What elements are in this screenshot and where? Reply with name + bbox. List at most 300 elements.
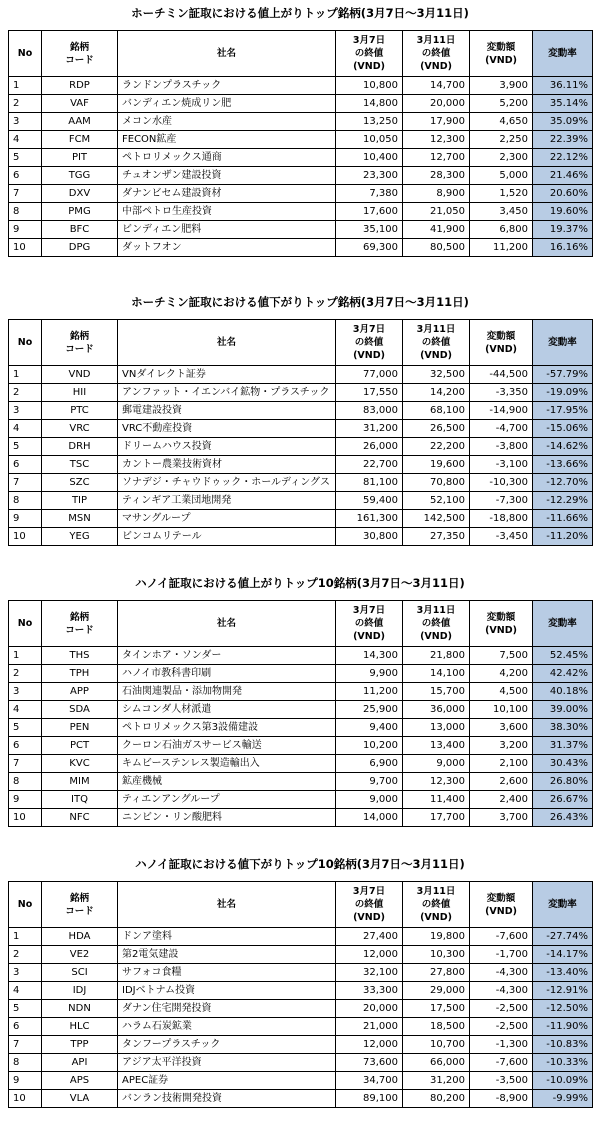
cell-company: ダナン住宅開発投資 [118, 1000, 336, 1018]
cell-company: ハノイ市教科書印刷 [118, 665, 336, 683]
cell-change: 11,200 [470, 239, 533, 257]
cell-rate: 20.60% [533, 185, 593, 203]
cell-code: VAF [42, 95, 118, 113]
table-row [9, 1090, 593, 1108]
cell-change: -3,450 [470, 528, 533, 546]
cell-change: -8,900 [470, 1090, 533, 1108]
cell-code: PTC [42, 402, 118, 420]
cell-close-mar7: 12,000 [336, 946, 403, 964]
cell-change: 1,520 [470, 185, 533, 203]
cell-code: NFC [42, 809, 118, 827]
cell-company: 郵電建設投資 [118, 402, 336, 420]
cell-rate: -17.95% [533, 402, 593, 420]
cell-rate: -57.79% [533, 366, 593, 384]
cell-rate: 19.60% [533, 203, 593, 221]
cell-close-mar7: 161,300 [336, 510, 403, 528]
cell-close-mar11: 28,300 [403, 167, 470, 185]
header-row [9, 882, 593, 928]
section-title: ホーチミン証取における値下がりトップ銘柄(3月7日～3月11日) [131, 295, 469, 309]
cell-close-mar7: 10,050 [336, 131, 403, 149]
cell-no: 8 [9, 492, 42, 510]
table-row [9, 701, 593, 719]
cell-company: ペトロリメックス通商 [118, 149, 336, 167]
cell-no: 6 [9, 456, 42, 474]
cell-no: 6 [9, 737, 42, 755]
cell-code: API [42, 1054, 118, 1072]
cell-change: -44,500 [470, 366, 533, 384]
cell-no: 7 [9, 755, 42, 773]
cell-code: VND [42, 366, 118, 384]
cell-close-mar7: 69,300 [336, 239, 403, 257]
ranking-section [0, 4, 600, 284]
table-row [9, 203, 593, 221]
cell-close-mar7: 34,700 [336, 1072, 403, 1090]
cell-rate: -15.06% [533, 420, 593, 438]
cell-rate: -10.83% [533, 1036, 593, 1054]
cell-code: APS [42, 1072, 118, 1090]
cell-code: IDJ [42, 982, 118, 1000]
cell-close-mar7: 59,400 [336, 492, 403, 510]
cell-code: KVC [42, 755, 118, 773]
section-title: ハノイ証取における値下がりトップ10銘柄(3月7日～3月11日) [135, 857, 465, 871]
header-name: 社名 [118, 601, 336, 647]
cell-change: -14,900 [470, 402, 533, 420]
cell-change: 2,400 [470, 791, 533, 809]
cell-close-mar11: 20,000 [403, 95, 470, 113]
table-row [9, 510, 593, 528]
header-no: No [9, 882, 42, 928]
cell-change: 3,700 [470, 809, 533, 827]
cell-code: MSN [42, 510, 118, 528]
cell-close-mar11: 27,350 [403, 528, 470, 546]
cell-close-mar7: 83,000 [336, 402, 403, 420]
cell-change: 2,300 [470, 149, 533, 167]
cell-close-mar7: 81,100 [336, 474, 403, 492]
cell-company: ランドンプラスチック [118, 77, 336, 95]
cell-no: 9 [9, 510, 42, 528]
ranking-section [0, 855, 600, 1135]
table-row [9, 366, 593, 384]
cell-change: 3,450 [470, 203, 533, 221]
table-row [9, 719, 593, 737]
table-row [9, 528, 593, 546]
cell-rate: -27.74% [533, 928, 593, 946]
cell-company: FECON鉱産 [118, 131, 336, 149]
table-row [9, 474, 593, 492]
cell-close-mar11: 12,300 [403, 131, 470, 149]
cell-code: TGG [42, 167, 118, 185]
cell-no: 7 [9, 1036, 42, 1054]
cell-close-mar11: 13,400 [403, 737, 470, 755]
table-row [9, 683, 593, 701]
cell-close-mar11: 31,200 [403, 1072, 470, 1090]
ranking-section [0, 293, 600, 573]
header-no: No [9, 320, 42, 366]
header-code: 銘柄 コード [42, 31, 118, 77]
cell-company: VNダイレクト証券 [118, 366, 336, 384]
cell-close-mar7: 9,900 [336, 665, 403, 683]
cell-close-mar11: 14,200 [403, 384, 470, 402]
cell-rate: 36.11% [533, 77, 593, 95]
cell-close-mar11: 36,000 [403, 701, 470, 719]
table-row [9, 113, 593, 131]
cell-close-mar7: 89,100 [336, 1090, 403, 1108]
cell-code: DPG [42, 239, 118, 257]
cell-company: マサングループ [118, 510, 336, 528]
cell-company: 中部ペトロ生産投資 [118, 203, 336, 221]
cell-close-mar11: 17,500 [403, 1000, 470, 1018]
cell-code: AAM [42, 113, 118, 131]
cell-close-mar7: 25,900 [336, 701, 403, 719]
cell-close-mar11: 13,000 [403, 719, 470, 737]
cell-rate: -10.33% [533, 1054, 593, 1072]
cell-close-mar7: 30,800 [336, 528, 403, 546]
cell-change: -7,300 [470, 492, 533, 510]
cell-close-mar11: 29,000 [403, 982, 470, 1000]
header-code: 銘柄 コード [42, 320, 118, 366]
cell-rate: -12.29% [533, 492, 593, 510]
cell-code: DRH [42, 438, 118, 456]
cell-company: メコン水産 [118, 113, 336, 131]
cell-no: 2 [9, 665, 42, 683]
cell-close-mar7: 9,400 [336, 719, 403, 737]
table-row [9, 1018, 593, 1036]
cell-close-mar7: 20,000 [336, 1000, 403, 1018]
cell-no: 10 [9, 1090, 42, 1108]
cell-close-mar11: 142,500 [403, 510, 470, 528]
header-change: 変動額 (VND) [470, 31, 533, 77]
table-row [9, 647, 593, 665]
cell-company: ダットフオン [118, 239, 336, 257]
cell-change: -4,300 [470, 982, 533, 1000]
cell-rate: 22.39% [533, 131, 593, 149]
cell-rate: -19.09% [533, 384, 593, 402]
cell-change: -3,350 [470, 384, 533, 402]
cell-no: 4 [9, 131, 42, 149]
cell-code: VLA [42, 1090, 118, 1108]
table-row [9, 456, 593, 474]
cell-close-mar11: 52,100 [403, 492, 470, 510]
cell-code: HII [42, 384, 118, 402]
cell-code: NDN [42, 1000, 118, 1018]
header-row [9, 31, 593, 77]
table-row [9, 1036, 593, 1054]
cell-change: -1,300 [470, 1036, 533, 1054]
table-row [9, 1054, 593, 1072]
cell-rate: 26.67% [533, 791, 593, 809]
cell-close-mar7: 17,550 [336, 384, 403, 402]
header-no: No [9, 601, 42, 647]
cell-code: ITQ [42, 791, 118, 809]
cell-change: 4,500 [470, 683, 533, 701]
cell-close-mar7: 73,600 [336, 1054, 403, 1072]
cell-change: 2,250 [470, 131, 533, 149]
table-row [9, 791, 593, 809]
section-title: ハノイ証取における値上がりトップ10銘柄(3月7日～3月11日) [135, 576, 465, 590]
table-row [9, 95, 593, 113]
cell-company: APEC証券 [118, 1072, 336, 1090]
cell-no: 3 [9, 113, 42, 131]
cell-change: 3,200 [470, 737, 533, 755]
cell-no: 10 [9, 239, 42, 257]
cell-change: -3,500 [470, 1072, 533, 1090]
cell-rate: -13.66% [533, 456, 593, 474]
table-row [9, 185, 593, 203]
cell-code: PEN [42, 719, 118, 737]
cell-company: バンディエン焼成リン肥 [118, 95, 336, 113]
header-change: 変動額 (VND) [470, 601, 533, 647]
cell-close-mar7: 31,200 [336, 420, 403, 438]
cell-no: 1 [9, 928, 42, 946]
cell-rate: 39.00% [533, 701, 593, 719]
cell-close-mar11: 21,050 [403, 203, 470, 221]
cell-no: 9 [9, 1072, 42, 1090]
cell-no: 4 [9, 982, 42, 1000]
cell-close-mar11: 15,700 [403, 683, 470, 701]
cell-close-mar11: 19,600 [403, 456, 470, 474]
cell-company: 第2電気建設 [118, 946, 336, 964]
cell-rate: 26.80% [533, 773, 593, 791]
header-name: 社名 [118, 882, 336, 928]
cell-change: -4,700 [470, 420, 533, 438]
header-change: 変動額 (VND) [470, 882, 533, 928]
cell-code: RDP [42, 77, 118, 95]
cell-change: 4,650 [470, 113, 533, 131]
cell-close-mar7: 6,900 [336, 755, 403, 773]
cell-rate: 26.43% [533, 809, 593, 827]
table-row [9, 384, 593, 402]
cell-rate: 19.37% [533, 221, 593, 239]
cell-rate: 35.14% [533, 95, 593, 113]
cell-close-mar11: 12,300 [403, 773, 470, 791]
cell-code: FCM [42, 131, 118, 149]
cell-code: SDA [42, 701, 118, 719]
cell-no: 10 [9, 528, 42, 546]
table-row [9, 438, 593, 456]
cell-close-mar7: 14,000 [336, 809, 403, 827]
cell-change: 3,900 [470, 77, 533, 95]
cell-code: PMG [42, 203, 118, 221]
cell-close-mar7: 10,800 [336, 77, 403, 95]
cell-company: 鉱産機械 [118, 773, 336, 791]
table-row [9, 239, 593, 257]
cell-company: ビンコムリテール [118, 528, 336, 546]
header-code: 銘柄 コード [42, 601, 118, 647]
cell-company: IDJベトナム投資 [118, 982, 336, 1000]
header-row [9, 601, 593, 647]
cell-no: 8 [9, 773, 42, 791]
cell-change: -2,500 [470, 1000, 533, 1018]
cell-close-mar11: 12,700 [403, 149, 470, 167]
cell-close-mar7: 17,600 [336, 203, 403, 221]
cell-close-mar11: 27,800 [403, 964, 470, 982]
cell-company: カントー農業技術資材 [118, 456, 336, 474]
cell-close-mar7: 9,700 [336, 773, 403, 791]
cell-close-mar11: 32,500 [403, 366, 470, 384]
cell-rate: 42.42% [533, 665, 593, 683]
cell-close-mar11: 80,500 [403, 239, 470, 257]
cell-close-mar11: 19,800 [403, 928, 470, 946]
header-code: 銘柄 コード [42, 882, 118, 928]
cell-close-mar11: 18,500 [403, 1018, 470, 1036]
ranking-table [8, 319, 593, 546]
table-row [9, 928, 593, 946]
cell-change: 2,100 [470, 755, 533, 773]
cell-no: 7 [9, 474, 42, 492]
cell-rate: 31.37% [533, 737, 593, 755]
cell-code: HDA [42, 928, 118, 946]
cell-rate: 16.16% [533, 239, 593, 257]
cell-close-mar11: 68,100 [403, 402, 470, 420]
cell-no: 2 [9, 946, 42, 964]
cell-close-mar7: 23,300 [336, 167, 403, 185]
table-row [9, 665, 593, 683]
cell-no: 4 [9, 420, 42, 438]
cell-rate: 38.30% [533, 719, 593, 737]
cell-rate: 40.18% [533, 683, 593, 701]
cell-code: TSC [42, 456, 118, 474]
cell-close-mar7: 14,300 [336, 647, 403, 665]
cell-no: 7 [9, 185, 42, 203]
cell-rate: -14.62% [533, 438, 593, 456]
cell-company: ソナデジ・チャウドゥック・ホールディングス [118, 474, 336, 492]
table-row [9, 420, 593, 438]
cell-company: タンフープラスチック [118, 1036, 336, 1054]
cell-rate: -13.40% [533, 964, 593, 982]
table-row [9, 402, 593, 420]
cell-rate: -10.09% [533, 1072, 593, 1090]
cell-change: -4,300 [470, 964, 533, 982]
cell-change: -7,600 [470, 928, 533, 946]
table-row [9, 1000, 593, 1018]
cell-code: MIM [42, 773, 118, 791]
cell-code: PCT [42, 737, 118, 755]
cell-company: 石油関連製品・添加物開発 [118, 683, 336, 701]
cell-close-mar11: 9,000 [403, 755, 470, 773]
cell-rate: -12.70% [533, 474, 593, 492]
cell-code: TPH [42, 665, 118, 683]
cell-no: 4 [9, 701, 42, 719]
header-rate: 変動率 [533, 882, 593, 928]
cell-close-mar11: 10,700 [403, 1036, 470, 1054]
header-close-mar11: 3月11日 の終値 (VND) [403, 882, 470, 928]
cell-change: 4,200 [470, 665, 533, 683]
cell-company: ダナンビセム建設資材 [118, 185, 336, 203]
cell-change: 6,800 [470, 221, 533, 239]
cell-close-mar11: 11,400 [403, 791, 470, 809]
cell-code: DXV [42, 185, 118, 203]
cell-close-mar11: 22,200 [403, 438, 470, 456]
header-rate: 変動率 [533, 320, 593, 366]
cell-company: ニンビン・リン酸肥料 [118, 809, 336, 827]
cell-change: -1,700 [470, 946, 533, 964]
cell-close-mar7: 10,200 [336, 737, 403, 755]
cell-no: 6 [9, 167, 42, 185]
ranking-table [8, 881, 593, 1108]
header-rate: 変動率 [533, 601, 593, 647]
cell-company: バンラン技術開発投資 [118, 1090, 336, 1108]
table-row [9, 167, 593, 185]
header-no: No [9, 31, 42, 77]
cell-company: ビンディエン肥料 [118, 221, 336, 239]
cell-close-mar11: 80,200 [403, 1090, 470, 1108]
cell-rate: -12.50% [533, 1000, 593, 1018]
table-row [9, 809, 593, 827]
cell-rate: 35.09% [533, 113, 593, 131]
table-row [9, 755, 593, 773]
cell-company: キムビーステンレス製造輸出入 [118, 755, 336, 773]
cell-close-mar7: 21,000 [336, 1018, 403, 1036]
cell-no: 2 [9, 95, 42, 113]
ranking-table [8, 600, 593, 827]
cell-company: アジア太平洋投資 [118, 1054, 336, 1072]
cell-code: TIP [42, 492, 118, 510]
cell-close-mar7: 26,000 [336, 438, 403, 456]
header-close-mar11: 3月11日 の終値 (VND) [403, 601, 470, 647]
cell-close-mar11: 17,700 [403, 809, 470, 827]
ranking-section [0, 574, 600, 854]
section-title: ホーチミン証取における値上がりトップ銘柄(3月7日～3月11日) [131, 6, 469, 20]
cell-company: ティエンアングループ [118, 791, 336, 809]
cell-change: 2,600 [470, 773, 533, 791]
cell-no: 10 [9, 809, 42, 827]
cell-close-mar11: 26,500 [403, 420, 470, 438]
table-row [9, 964, 593, 982]
table-row [9, 737, 593, 755]
cell-close-mar7: 33,300 [336, 982, 403, 1000]
header-close-mar11: 3月11日 の終値 (VND) [403, 320, 470, 366]
cell-rate: -14.17% [533, 946, 593, 964]
cell-close-mar11: 8,900 [403, 185, 470, 203]
cell-no: 9 [9, 221, 42, 239]
cell-company: シムコンダ人材派遣 [118, 701, 336, 719]
cell-close-mar7: 9,000 [336, 791, 403, 809]
cell-close-mar7: 12,000 [336, 1036, 403, 1054]
cell-change: -3,800 [470, 438, 533, 456]
cell-no: 6 [9, 1018, 42, 1036]
cell-close-mar11: 17,900 [403, 113, 470, 131]
cell-no: 3 [9, 964, 42, 982]
ranking-table [8, 30, 593, 257]
header-row [9, 320, 593, 366]
cell-code: BFC [42, 221, 118, 239]
table-row [9, 982, 593, 1000]
header-change: 変動額 (VND) [470, 320, 533, 366]
cell-rate: 21.46% [533, 167, 593, 185]
cell-close-mar11: 41,900 [403, 221, 470, 239]
cell-close-mar11: 66,000 [403, 1054, 470, 1072]
cell-rate: 52.45% [533, 647, 593, 665]
cell-change: 3,600 [470, 719, 533, 737]
cell-change: 10,100 [470, 701, 533, 719]
header-close-mar7: 3月7日 の終値 (VND) [336, 601, 403, 647]
cell-code: THS [42, 647, 118, 665]
cell-no: 8 [9, 203, 42, 221]
header-close-mar7: 3月7日 の終値 (VND) [336, 31, 403, 77]
cell-company: ハラム石炭鉱業 [118, 1018, 336, 1036]
table-row [9, 492, 593, 510]
cell-change: -10,300 [470, 474, 533, 492]
cell-close-mar11: 21,800 [403, 647, 470, 665]
cell-code: HLC [42, 1018, 118, 1036]
cell-close-mar7: 7,380 [336, 185, 403, 203]
cell-no: 2 [9, 384, 42, 402]
cell-no: 9 [9, 791, 42, 809]
cell-rate: 22.12% [533, 149, 593, 167]
cell-code: SCI [42, 964, 118, 982]
cell-no: 5 [9, 149, 42, 167]
table-row [9, 131, 593, 149]
